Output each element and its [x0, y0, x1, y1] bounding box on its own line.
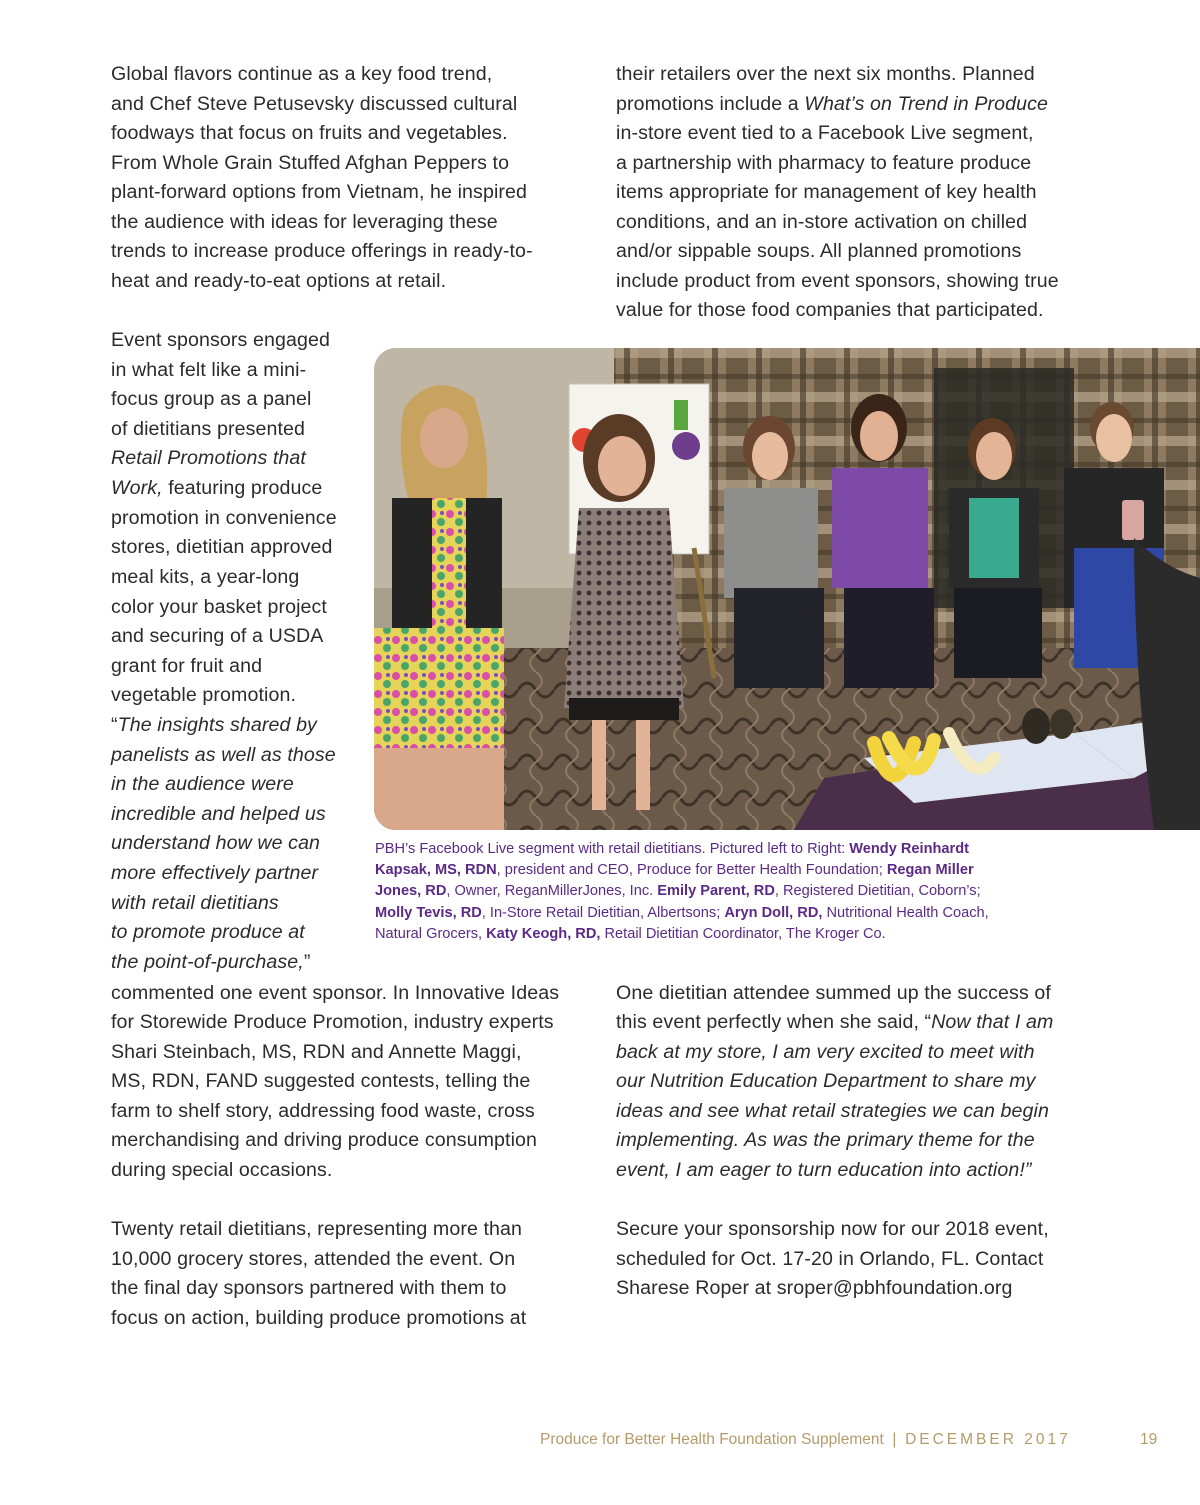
caption-name: Molly Tevis, RD [375, 905, 482, 921]
text-line: for Storewide Produce Promotion, industry experts [111, 1011, 554, 1033]
caption-text: , In-Store Retail Dietitian, Albertsons; [481, 905, 725, 921]
footer-month: DECEMBER 2017 [905, 1431, 1071, 1448]
text-line: the audience with ideas for leveraging these [111, 211, 498, 233]
italic-title: Retail Promotions that [111, 447, 306, 469]
text-line [111, 889, 279, 919]
text-line [616, 1126, 1035, 1156]
text-line: From Whole Grain Stuffed Afghan Peppers to [111, 152, 510, 174]
italic-title: What’s on Trend in Produce [804, 93, 1049, 115]
page-footer [540, 1431, 1158, 1449]
text-line: 10,000 grocery stores, attended the event. On [111, 1248, 516, 1270]
quote-text: The insights shared by [117, 714, 317, 736]
text-span: “ [111, 714, 118, 736]
text-line [111, 711, 317, 741]
text-line [111, 859, 318, 889]
text-line: color your basket project [111, 596, 327, 618]
text-line: meal kits, a year-long [111, 566, 300, 588]
caption-text: Natural Grocers, [375, 926, 487, 942]
text-line [616, 1038, 1035, 1068]
text-line: stores, dietitian approved [111, 536, 333, 558]
caption-line [375, 924, 886, 945]
text-line: foodways that focus on fruits and vegetables. [111, 122, 508, 144]
text-line: their retailers over the next six months. Planned [616, 63, 1035, 85]
caption-text: Nutritional Health Coach, [822, 905, 989, 921]
text-line [111, 770, 294, 800]
page-number: 19 [1140, 1431, 1158, 1448]
text-line [616, 1097, 1049, 1127]
quote-text: the point-of-purchase, [111, 951, 304, 973]
text-line: focus on action, building produce promotions at [111, 1307, 527, 1329]
text-line: focus group as a panel [111, 388, 312, 410]
text-line [111, 800, 326, 830]
text-line: merchandising and driving produce consumption [111, 1129, 538, 1151]
text-line [616, 1008, 1053, 1038]
text-line: Secure your sponsorship now for our 2018 event, [616, 1218, 1049, 1240]
quote-text: implementing. As was the primary theme for the [616, 1129, 1035, 1151]
quote-text: more effectively partner [111, 862, 319, 884]
text-line: and Chef Steve Petusevsky discussed cultural [111, 93, 518, 115]
text-line: Global flavors continue as a key food trend, [111, 63, 493, 85]
text-line [111, 948, 310, 978]
caption-line [375, 839, 969, 860]
text-line: plant-forward options from Vietnam, he inspired [111, 181, 528, 203]
text-line [111, 918, 305, 948]
quote-text: our Nutrition Education Department to share my [616, 1070, 1036, 1092]
text-line: and securing of a USDA [111, 625, 324, 647]
text-line: items appropriate for management of key health [616, 181, 1037, 203]
footer-separator: | [892, 1431, 897, 1448]
caption-name: Jones, RD [375, 883, 447, 899]
text-line: conditions, and an in-store activation on chilled [616, 211, 1028, 233]
text-line: MS, RDN, FAND suggested contests, telling the [111, 1070, 531, 1092]
text-line: farm to shelf story, addressing food waste, cross [111, 1100, 535, 1122]
text-line: during special occasions. [111, 1159, 333, 1181]
caption-name: Katy Keogh, RD, [486, 926, 601, 942]
text-line: value for those food companies that participated. [616, 299, 1044, 321]
quote-text: incredible and helped us [111, 803, 326, 825]
footer-publication: Produce for Better Health Foundation Supplement [540, 1431, 884, 1448]
text-span: this event perfectly when she said, “ [616, 1011, 932, 1033]
quote-text: understand how we can [111, 832, 321, 854]
text-line: and/or sippable soups. All planned promotions [616, 240, 1022, 262]
text-line: of dietitians presented [111, 418, 306, 440]
text-line: grant for fruit and [111, 655, 263, 677]
text-line: heat and ready-to-eat options at retail. [111, 270, 447, 292]
caption-text: PBH’s Facebook Live segment with retail dietitians. Pictured left to Right: [375, 841, 850, 857]
text-span: featuring produce [162, 477, 323, 499]
text-line: in-store event tied to a Facebook Live segment, [616, 122, 1034, 144]
text-line [616, 90, 1048, 120]
event-photo [374, 348, 1200, 830]
text-line: Event sponsors engaged [111, 329, 330, 351]
text-line: Twenty retail dietitians, representing more than [111, 1218, 523, 1240]
caption-text: Retail Dietitian Coordinator, The Kroger Co. [600, 926, 886, 942]
caption-line [375, 860, 974, 881]
quote-text: ideas and see what retail strategies we can begin [616, 1100, 1049, 1122]
caption-name: Kapsak, MS, RDN [375, 862, 497, 878]
text-line: the final day sponsors partnered with them to [111, 1277, 507, 1299]
text-span: promotions include a [616, 93, 805, 115]
text-line: trends to increase produce offerings in ready-to- [111, 240, 533, 262]
caption-text: , Registered Dietitian, Coborn’s; [774, 883, 981, 899]
caption-text: , president and CEO, Produce for Better Health Foundation; [496, 862, 887, 878]
caption-name: Aryn Doll, RD, [724, 905, 823, 921]
caption-name: Wendy Reinhardt [849, 841, 970, 857]
text-line [111, 474, 322, 504]
text-span: ” [303, 951, 311, 973]
text-line [111, 444, 306, 474]
text-line: vegetable promotion. [111, 684, 296, 706]
quote-text: back at my store, I am very excited to meet with [616, 1041, 1035, 1063]
quote-text: Now that I am [931, 1011, 1054, 1033]
quote-text: to promote produce at [111, 921, 305, 943]
caption-text: , Owner, ReganMillerJones, Inc. [446, 883, 658, 899]
text-line [111, 741, 336, 771]
text-line [111, 829, 320, 859]
text-line: in what felt like a mini- [111, 359, 307, 381]
caption-line [375, 881, 981, 902]
text-line: include product from event sponsors, showing true [616, 270, 1059, 292]
text-line: commented one event sponsor. In Innovative Ideas [111, 982, 560, 1004]
text-line: promotion in convenience [111, 507, 337, 529]
event-photo-illustration [374, 348, 1200, 830]
text-line: scheduled for Oct. 17-20 in Orlando, FL. Contact [616, 1248, 1044, 1270]
text-line [616, 1067, 1036, 1097]
text-line: Sharese Roper at sroper@pbhfoundation.org [616, 1277, 1013, 1299]
caption-line [375, 903, 989, 924]
italic-title: Work, [111, 477, 163, 499]
quote-text: in the audience were [111, 773, 294, 795]
quote-text: event, I am eager to turn education into action!” [616, 1159, 1032, 1181]
text-line: Shari Steinbach, MS, RDN and Annette Maggi, [111, 1041, 522, 1063]
text-line [616, 1156, 1032, 1186]
caption-name: Regan Miller [886, 862, 974, 878]
quote-text: with retail dietitians [111, 892, 279, 914]
quote-text: panelists as well as those [111, 744, 336, 766]
caption-name: Emily Parent, RD [657, 883, 775, 899]
text-line: a partnership with pharmacy to feature produce [616, 152, 1032, 174]
text-line: One dietitian attendee summed up the success of [616, 982, 1051, 1004]
